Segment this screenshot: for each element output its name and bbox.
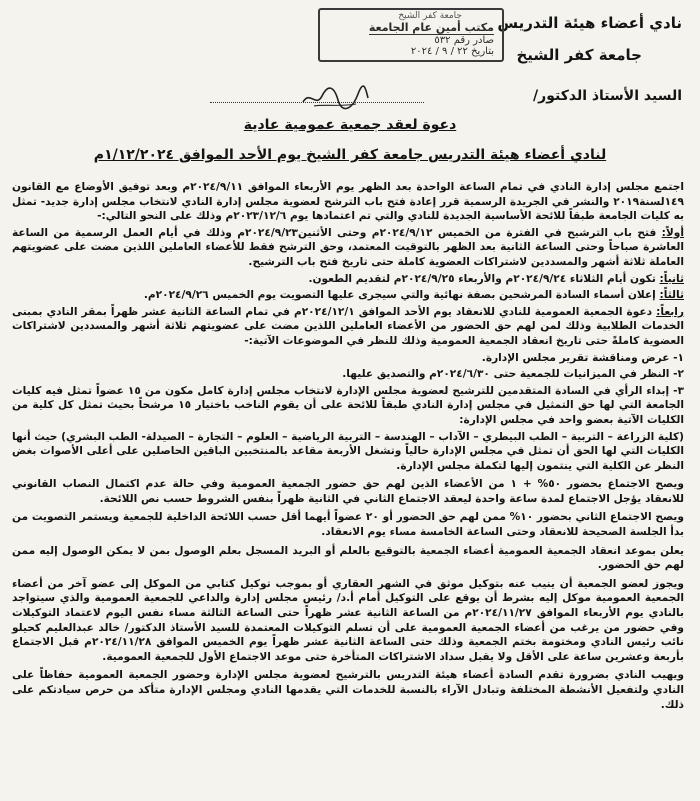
agenda-item: ١- عرض ومناقشة تقرير مجلس الإدارة. xyxy=(481,351,684,364)
stamp-line-4: بتاريخ ٢٢ / ٩ / ٢٠٢٤ xyxy=(410,46,494,57)
stamp-line-2: مكتب أمين عام الجامعة xyxy=(368,21,494,34)
document-title: دعوة لعقد جمعية عمومية عادية xyxy=(243,117,457,133)
clause-second xyxy=(12,272,684,287)
addressee-label: السيد الأستاذ الدكتور/ xyxy=(533,88,682,104)
agenda-item: ٣- إبداء الرأي في السادة المتقدمين للترشيح لعضوية مجلس الإدارة لانتخاب مجلس إدارة كامل مكون من ١٥ عضواً تمثل فيه كليات الجامعة التي لها حق التمثيل في مجلس إدارة النادي طبقاً للائحة على أن يقوم الناخب باختيار ١٥ مرشحاً بحيث تمثل كل كلية من الكليات الآتية بعضو واحد في مجلس الإدارة: xyxy=(12,384,684,426)
clause-label: رابعاً: xyxy=(656,305,685,318)
proxy-paragraph: ويجوز لعضو الجمعية أن ينيب عنه بتوكيل موثق في الشهر العقاري أو بموجب توكيل كتابي من الموكل إلى عضو آخر من أعضاء الجمعية العمومية موكل إليه بشرط أن يوقع على التوكيل أمام أ.د/ رئيس مجلس إدارة والداعي للجمعية العمومية والذي سيتواجد بالنادي يوم الأربعاء الموافق ٢٠٢٤/١١/٢٧م من الساعة الثانية عشر ظهراً حتى الساعة الثالثة مساء نفس اليوم لاعتماد التوكيلات وفي حضور من يرغب من أعضاء الجمعية العمومية على أن تسلم التوكيلات المعتمدة للسيد الأستاذ الدكتور/ خالد عبدالعليم كحيلو نائب رئيس النادي ومختومة بختم الجمعية وذلك حتى الساعة الثانية عشر ظهراً يوم الخميس الموافق ٢٠٢٤/١١/٢٨م قبل الاجتماع بأربعة وعشرين ساعة على الأقل ولا يقبل سداد الاشتراكات المتأخرة حتى موعد الاجتماع الأول للجمعية العمومية. xyxy=(12,577,684,663)
quorum-paragraph-1: ويصح الاجتماع بحضور ٥٠% + ١ من الأعضاء الذين لهم حق حضور الجمعية العمومية وفي حالة عدم اكتمال النصاب القانوني للانعقاد يؤجل الاجتماع لمدة ساعة واحدة ليعقد الاجتماع الثاني في الثانية ظهراً بنفس الشروط حسب نص اللائحة. xyxy=(12,478,684,505)
stamp-line-3: صادر رقم ٥٣٢ xyxy=(434,35,494,46)
stamp-line-1: جامعة كفر الشيخ xyxy=(398,11,462,21)
document-subtitle: لنادي أعضاء هيئة التدريس جامعة كفر الشيخ يوم الأحد الموافق ١/١٢/٢٠٢٤م xyxy=(93,147,607,163)
clause-label: ثانياً: xyxy=(659,272,684,285)
clause-fourth xyxy=(12,305,684,349)
incoming-stamp xyxy=(318,8,504,62)
clause-label: ثالثاً: xyxy=(659,289,684,302)
clause-text: دعوة الجمعية العمومية للنادي للانعقاد يوم الأحد الموافق ٢٠٢٤/١٢/١م في تمام الساعة الثانية عشر ظهراً بمقر النادي بمبنى الخدمات الطلابية وذلك لمن لهم حق الحضور من الأعضاء العاملين اللذين مضت على عضويتهم ثلاثة أشهر والمسددين لاشتراكات العضوية كاملةً حتى تاريخ انعقاد الجمعية العمومية وذلك للنظر في الموضوعات الآتية:- xyxy=(12,305,684,347)
faculties-paragraph: (كلية الزراعة – التربية – الطب البيطري – الآداب – الهندسة – التربية الرياضية – العلوم – التجارة – الصيدلة- الطب البشري) حيث أنها الكليات التي لها الحق أن تمثل في مجلس الإدارة حالياً وتشغل الأربعة مقاعد بالمنتخبين الباقين الحاصلين على أعلى الأصوات بغض النظر عن الكلية التي ينتمون إليها لتكملة مجلس الإدارة. xyxy=(12,430,684,472)
handwritten-name-signature xyxy=(300,80,370,114)
university-name: جامعة كفر الشيخ xyxy=(516,46,642,64)
addressee-dotted-line xyxy=(210,102,424,103)
closing-paragraph: ويهيب النادي بضرورة تقدم السادة أعضاء هيئة التدريس بالترشيح لعضوية مجلس الإدارة وحضور الجمعية العمومية حفاظاً على النادي ولتفعيل الأنشطة المختلفة وتبادل الآراء بالنسبة للخدمات التي يقدمها النادي ومجلس الإدارة متأكد من حرص سيادتكم على ذلك. xyxy=(12,669,684,711)
intro-paragraph: اجتمع مجلس إدارة النادي في تمام الساعة الواحدة بعد الظهر يوم الأربعاء الموافق ٢٠٢٤/٩/١١م وبعد توفيق الأوضاع مع القانون ١٤٩لسنة٢٠١٩ والنشر في الجريدة الرسمية قرر إعادة فتح باب الترشح لعضوية مجلس إدارة النادي لانتخاب مجلس إدارة جديد- تمثل به كليات الجامعة طبقاً للائحة الأساسية الجديدة للنادي والتي تم اعتمادها يوم ٢٠٢٣/١٢/٦م وذلك على النحو التالي:- xyxy=(12,181,684,223)
clause-text: فتح باب الترشيح في الفترة من الخميس ٢٠٢٤/٩/١٢م وحتى الأثنين٢٠٢٤/٩/٢٣م وذلك في أيام العمل الرسمية من الساعة العاشرة صباحاً وحتى الساعة الثانية بعد الظهر بالتوقيت المعتمد، وحق الترشح فقط للأعضاء العاملين اللذين مضت على عضويتهم العاملة ثلاثة أشهر والمسددين لاشتراكات العضوية كاملة حتى تاريخ فتح باب الترشيح. xyxy=(12,226,684,268)
clause-text: تكون أيام الثلاثاء ٢٠٢٤/٩/٢٤م والأربعاء ٢٠٢٤/٩/٢٥م لتقديم الطعون. xyxy=(308,272,660,285)
quorum-paragraph-2: ويصح الاجتماع الثاني بحضور ١٠% ممن لهم حق الحضور أو ٢٠ عضواً أيهما أقل حسب اللائحة الداخلية للجمعية ويستمر التصويت من بدأ الجلسة الصحيحة للانعقاد وحتى الساعة الخامسة مساء يوم الانعقاد. xyxy=(12,511,684,539)
document-body xyxy=(12,180,684,714)
clause-third xyxy=(12,288,684,303)
clause-text: إعلان أسماء السادة المرشحين بصفة نهائية والتي سيجرى عليها التصويت يوم الخميس ٢٠٢٤/٩/٢٦م. xyxy=(143,289,660,302)
club-name: نادي أعضاء هيئة التدريس xyxy=(497,14,682,32)
notice-paragraph: يعلن بموعد انعقاد الجمعية العمومية أعضاء الجمعية بالتوقيع بالعلم أو البريد المسجل بعلم الوصول بمن لا يمكن الوصول إليه ممن لهم حق الحضور. xyxy=(12,544,684,572)
clause-label: أولاً: xyxy=(661,226,685,239)
agenda-item: ٢- النظر في الميزانيات للجمعية حتى ٢٠٢٤/٦/٣٠م والتصديق عليها. xyxy=(342,368,684,381)
clause-first xyxy=(12,226,684,270)
